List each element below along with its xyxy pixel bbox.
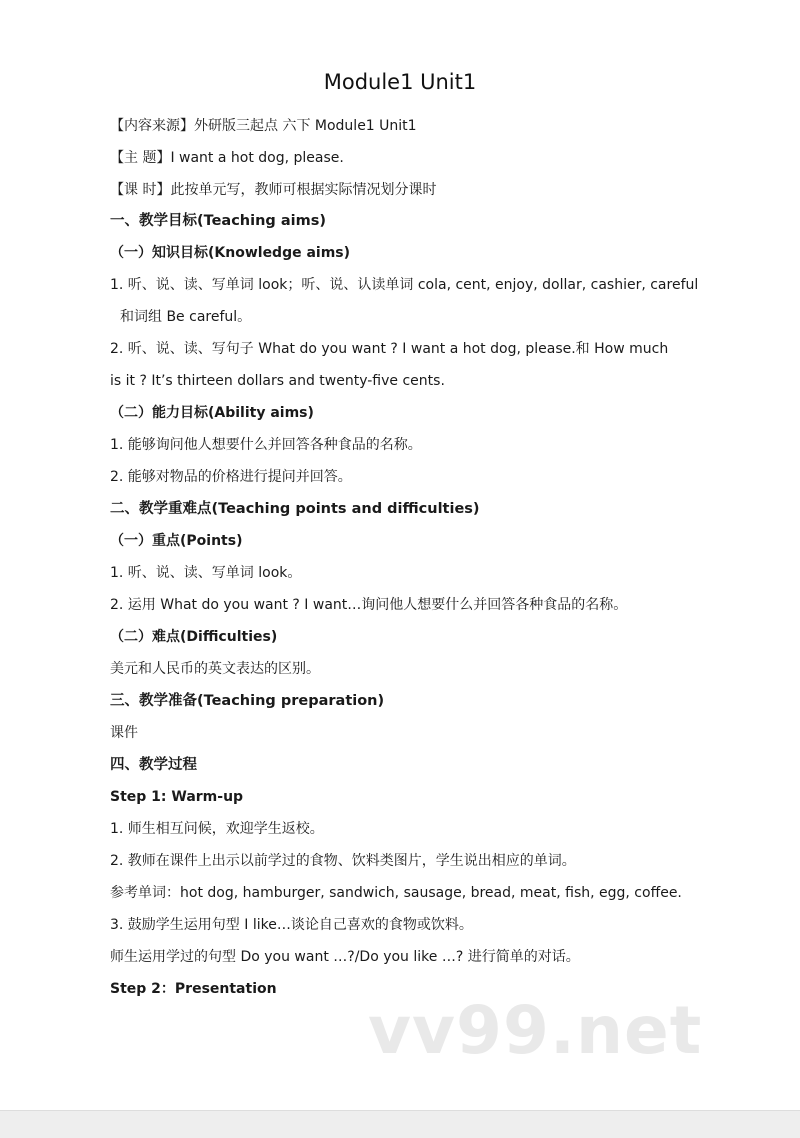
watermark: vv99.net: [368, 992, 703, 1069]
meta-topic: 【主 题】I want a hot dog, please.: [110, 150, 344, 166]
subsection-heading: （一）重点(Points): [110, 533, 243, 549]
paragraph: 美元和人民币的英文表达的区别。: [110, 661, 320, 677]
subsection-heading: （一）知识目标(Knowledge aims): [110, 245, 351, 261]
paragraph: 2. 教师在课件上出示以前学过的食物、饮料类图片，学生说出相应的单词。: [110, 853, 576, 869]
paragraph: 1. 师生相互问候，欢迎学生返校。: [110, 821, 324, 837]
paragraph: 1. 听、说、读、写单词 look；听、说、认读单词 cola, cent, enjoy, dollar, cashier, careful: [110, 277, 699, 293]
paragraph: 2. 运用 What do you want ? I want…询问他人想要什么并回答各种食品的名称。: [110, 597, 628, 613]
section-heading: 二、教学重难点(Teaching points and difficulties): [110, 501, 480, 517]
section-heading: 三、教学准备(Teaching preparation): [110, 693, 385, 709]
page-bottom-bar: [0, 1110, 800, 1138]
subsection-heading: （二）难点(Difficulties): [110, 629, 278, 645]
meta-source: 【内容来源】外研版三起点 六下 Module1 Unit1: [110, 118, 417, 134]
paragraph: is it ? It’s thirteen dollars and twenty-five cents.: [110, 373, 445, 389]
paragraph: 课件: [110, 725, 138, 741]
section-heading: 四、教学过程: [110, 757, 197, 773]
paragraph: 和词组 Be careful。: [120, 309, 252, 325]
paragraph: 师生运用学过的句型 Do you want …?/Do you like …? 进行简单的对话。: [110, 949, 580, 965]
paragraph: 2. 能够对物品的价格进行提问并回答。: [110, 469, 352, 485]
paragraph: 3. 鼓励学生运用句型 I like…谈论自己喜欢的食物或饮料。: [110, 917, 473, 933]
step-heading: Step 1: Warm-up: [110, 789, 244, 805]
paragraph: 1. 能够询问他人想要什么并回答各种食品的名称。: [110, 437, 422, 453]
document-title: Module1 Unit1: [323, 70, 477, 94]
paragraph: 1. 听、说、读、写单词 look。: [110, 565, 302, 581]
section-heading: 一、教学目标(Teaching aims): [110, 213, 326, 229]
subsection-heading: （二）能力目标(Ability aims): [110, 405, 314, 421]
meta-period: 【课 时】此按单元写，教师可根据实际情况划分课时: [110, 182, 437, 198]
paragraph: 2. 听、说、读、写句子 What do you want ? I want a hot dog, please.和 How much: [110, 341, 669, 357]
step-heading: Step 2：Presentation: [110, 981, 277, 997]
paragraph: 参考单词：hot dog, hamburger, sandwich, sausage, bread, meat, fish, egg, coffee.: [110, 885, 682, 901]
